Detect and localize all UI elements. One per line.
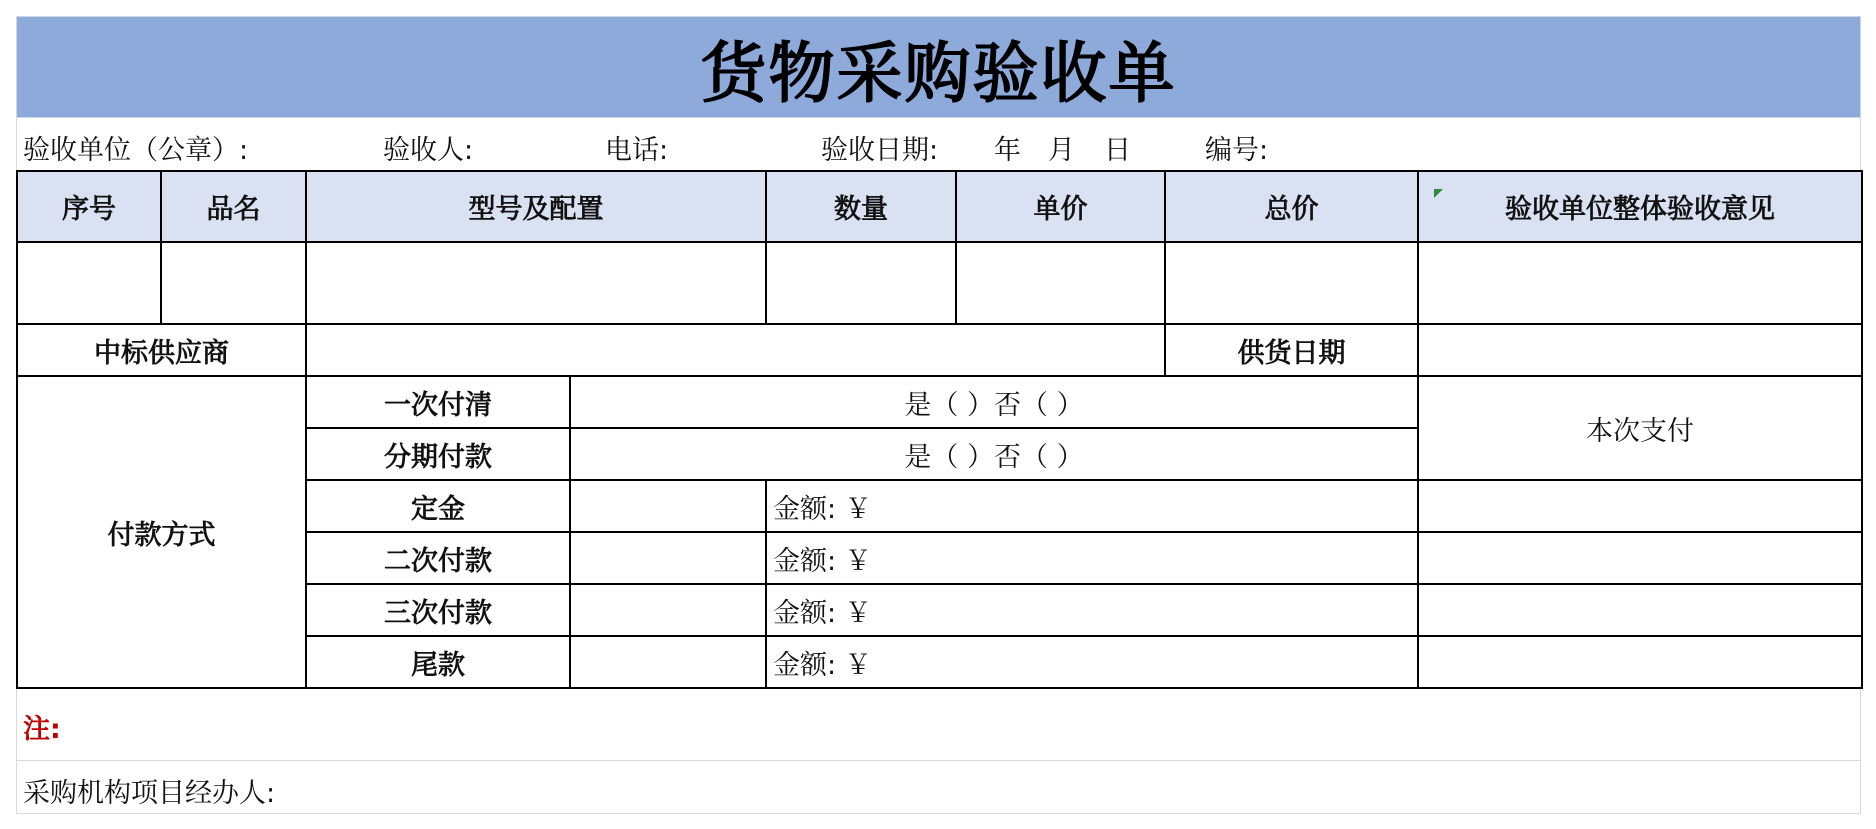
header-row <box>17 171 1862 242</box>
supplier-row <box>17 324 1862 376</box>
payment-amount[interactable]: 金额: ￥ <box>766 636 1418 688</box>
payment-row-value[interactable]: 是（ ）否（ ） <box>570 376 1418 428</box>
header-opinion: 验收单位整体验收意见 <box>1418 171 1862 242</box>
payment-note-cell[interactable] <box>570 636 766 688</box>
item-opinion-cell[interactable] <box>1418 242 1862 324</box>
item-index-cell[interactable] <box>17 242 161 324</box>
payment-this-cell[interactable] <box>1418 480 1862 532</box>
item-model-cell[interactable] <box>306 242 766 324</box>
inspector-label: 验收人: <box>383 135 474 166</box>
month-label: 月 <box>1048 135 1075 166</box>
item-unit-price-cell[interactable] <box>956 242 1165 324</box>
payment-row-label: 尾款 <box>306 636 570 688</box>
payment-row <box>17 376 1862 428</box>
header-index: 序号 <box>17 171 161 242</box>
payment-row-label: 二次付款 <box>306 532 570 584</box>
handler-label: 采购机构项目经办人: <box>23 778 276 809</box>
supplier-label: 中标供应商 <box>17 324 306 376</box>
supply-date-value-cell[interactable] <box>1418 324 1862 376</box>
header-total-price: 总价 <box>1165 171 1418 242</box>
payment-method-label: 付款方式 <box>17 376 306 688</box>
payment-amount[interactable]: 金额: ￥ <box>766 532 1418 584</box>
handler-row <box>16 761 1861 814</box>
header-quantity: 数量 <box>766 171 956 242</box>
payment-row-label: 一次付清 <box>306 376 570 428</box>
payment-this-cell[interactable] <box>1418 532 1862 584</box>
info-row <box>16 118 1861 170</box>
note-label: 注: <box>23 714 61 745</box>
comment-indicator-icon <box>1434 189 1443 198</box>
supply-date-label: 供货日期 <box>1165 324 1418 376</box>
payment-row-value[interactable]: 是（ ）否（ ） <box>570 428 1418 480</box>
note-row <box>16 689 1861 761</box>
payment-note-cell[interactable] <box>570 480 766 532</box>
payment-amount[interactable]: 金额: ￥ <box>766 584 1418 636</box>
payment-note-cell[interactable] <box>570 532 766 584</box>
payment-this-cell[interactable] <box>1418 584 1862 636</box>
item-product-cell[interactable] <box>161 242 306 324</box>
item-quantity-cell[interactable] <box>766 242 956 324</box>
form-title: 货物采购验收单 <box>700 34 1177 112</box>
year-label: 年 <box>994 135 1021 166</box>
acceptance-table <box>16 170 1863 689</box>
payment-note-cell[interactable] <box>570 584 766 636</box>
this-payment-label: 本次支付 <box>1418 376 1862 480</box>
acceptance-form <box>16 16 1861 814</box>
header-product: 品名 <box>161 171 306 242</box>
supplier-value-cell[interactable] <box>306 324 1165 376</box>
header-model: 型号及配置 <box>306 171 766 242</box>
number-label: 编号: <box>1205 135 1269 166</box>
item-row <box>17 242 1862 324</box>
title-bar <box>16 16 1861 118</box>
payment-this-cell[interactable] <box>1418 636 1862 688</box>
date-label: 验收日期: <box>821 135 939 166</box>
payment-row-label: 分期付款 <box>306 428 570 480</box>
payment-row-label: 定金 <box>306 480 570 532</box>
payment-amount[interactable]: 金额: ￥ <box>766 480 1418 532</box>
payment-row-label: 三次付款 <box>306 584 570 636</box>
unit-label: 验收单位（公章）: <box>23 135 249 166</box>
day-label: 日 <box>1104 135 1131 166</box>
phone-label: 电话: <box>605 135 669 166</box>
item-total-cell[interactable] <box>1165 242 1418 324</box>
header-unit-price: 单价 <box>956 171 1165 242</box>
